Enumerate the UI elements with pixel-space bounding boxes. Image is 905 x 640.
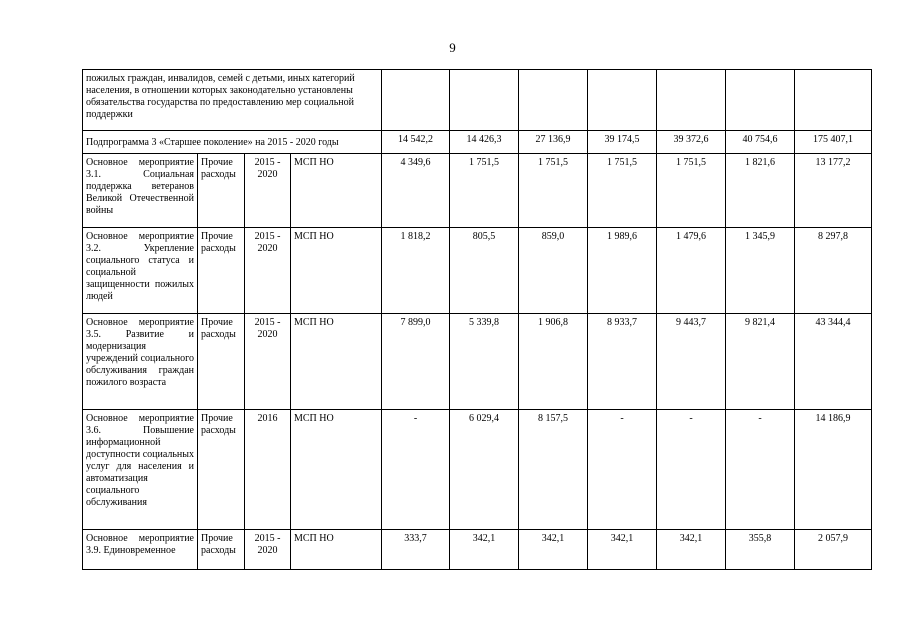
value-cell: - — [657, 410, 726, 530]
value-cell: 14 542,2 — [382, 131, 450, 154]
page-number: 9 — [449, 40, 456, 55]
table-row — [83, 154, 872, 228]
measure-years: 2015 - 2020 — [245, 228, 291, 314]
value-cell: 175 407,1 — [795, 131, 872, 154]
value-cell: 4 349,6 — [382, 154, 450, 228]
expense-kind: Прочие расходы — [198, 530, 245, 570]
value-cell: 43 344,4 — [795, 314, 872, 410]
table-row — [83, 410, 872, 530]
value-cell: 1 751,5 — [450, 154, 519, 228]
value-cell: 39 372,6 — [657, 131, 726, 154]
value-cell: 40 754,6 — [726, 131, 795, 154]
measure-years: 2016 — [245, 410, 291, 530]
value-cell: - — [588, 410, 657, 530]
table-row — [83, 228, 872, 314]
value-cell: 355,8 — [726, 530, 795, 570]
expense-kind: Прочие расходы — [198, 154, 245, 228]
value-cell: 1 989,6 — [588, 228, 657, 314]
value-cell: 1 906,8 — [519, 314, 588, 410]
value-cell: 39 174,5 — [588, 131, 657, 154]
empty-cell — [382, 70, 450, 131]
value-cell: 1 479,6 — [657, 228, 726, 314]
measure-years: 2015 - 2020 — [245, 530, 291, 570]
value-cell: - — [726, 410, 795, 530]
value-cell: 13 177,2 — [795, 154, 872, 228]
empty-cell — [726, 70, 795, 131]
value-cell: 7 899,0 — [382, 314, 450, 410]
value-cell: 14 186,9 — [795, 410, 872, 530]
value-cell: 2 057,9 — [795, 530, 872, 570]
measure-name: Основное мероприятие 3.5. Развитие и модернизация учреждений социального обслуживания граждан пожилого возраста — [83, 314, 198, 410]
value-cell: 6 029,4 — [450, 410, 519, 530]
value-cell: 8 933,7 — [588, 314, 657, 410]
subprogram-title: Подпрограмма 3 «Старшее поколение» на 2015 - 2020 годы — [83, 131, 382, 154]
budget-table — [82, 69, 872, 570]
value-cell: 8 157,5 — [519, 410, 588, 530]
value-cell: 1 751,5 — [519, 154, 588, 228]
empty-cell — [450, 70, 519, 131]
value-cell: 14 426,3 — [450, 131, 519, 154]
measure-executor: МСП НО — [291, 314, 382, 410]
measure-years: 2015 - 2020 — [245, 314, 291, 410]
value-cell: 1 818,2 — [382, 228, 450, 314]
measure-executor: МСП НО — [291, 228, 382, 314]
table-row — [83, 314, 872, 410]
expense-kind: Прочие расходы — [198, 410, 245, 530]
empty-cell — [657, 70, 726, 131]
value-cell: 1 345,9 — [726, 228, 795, 314]
measure-name: Основное мероприятие 3.2. Укрепление социального статуса и социальной защищенности пожилых людей — [83, 228, 198, 314]
value-cell: 27 136,9 — [519, 131, 588, 154]
value-cell: 342,1 — [657, 530, 726, 570]
value-cell: 8 297,8 — [795, 228, 872, 314]
measure-name: Основное мероприятие 3.1. Социальная поддержка ветеранов Великой Отечественной войны — [83, 154, 198, 228]
value-cell: 805,5 — [450, 228, 519, 314]
continued-name-cell: пожилых граждан, инвалидов, семей с детьми, иных категорий населения, в отношении которых законодательно установлены обязательства государства по предоставлению мер социальной поддержки — [83, 70, 382, 131]
value-cell: 859,0 — [519, 228, 588, 314]
subprogram-row — [83, 131, 872, 154]
value-cell: - — [382, 410, 450, 530]
value-cell: 1 821,6 — [726, 154, 795, 228]
expense-kind: Прочие расходы — [198, 314, 245, 410]
value-cell: 342,1 — [450, 530, 519, 570]
measure-name: Основное мероприятие 3.9. Единовременное — [83, 530, 198, 570]
measure-executor: МСП НО — [291, 530, 382, 570]
value-cell: 342,1 — [588, 530, 657, 570]
value-cell: 5 339,8 — [450, 314, 519, 410]
table-row — [83, 530, 872, 570]
value-cell: 333,7 — [382, 530, 450, 570]
measure-executor: МСП НО — [291, 154, 382, 228]
empty-cell — [795, 70, 872, 131]
measure-executor: МСП НО — [291, 410, 382, 530]
table-row — [83, 70, 872, 131]
empty-cell — [519, 70, 588, 131]
measure-years: 2015 - 2020 — [245, 154, 291, 228]
value-cell: 9 821,4 — [726, 314, 795, 410]
expense-kind: Прочие расходы — [198, 228, 245, 314]
value-cell: 342,1 — [519, 530, 588, 570]
empty-cell — [588, 70, 657, 131]
value-cell: 1 751,5 — [588, 154, 657, 228]
value-cell: 9 443,7 — [657, 314, 726, 410]
value-cell: 1 751,5 — [657, 154, 726, 228]
measure-name: Основное мероприятие 3.6. Повышение информационной доступности социальных услуг для населения и автоматизация социального обслуживания — [83, 410, 198, 530]
